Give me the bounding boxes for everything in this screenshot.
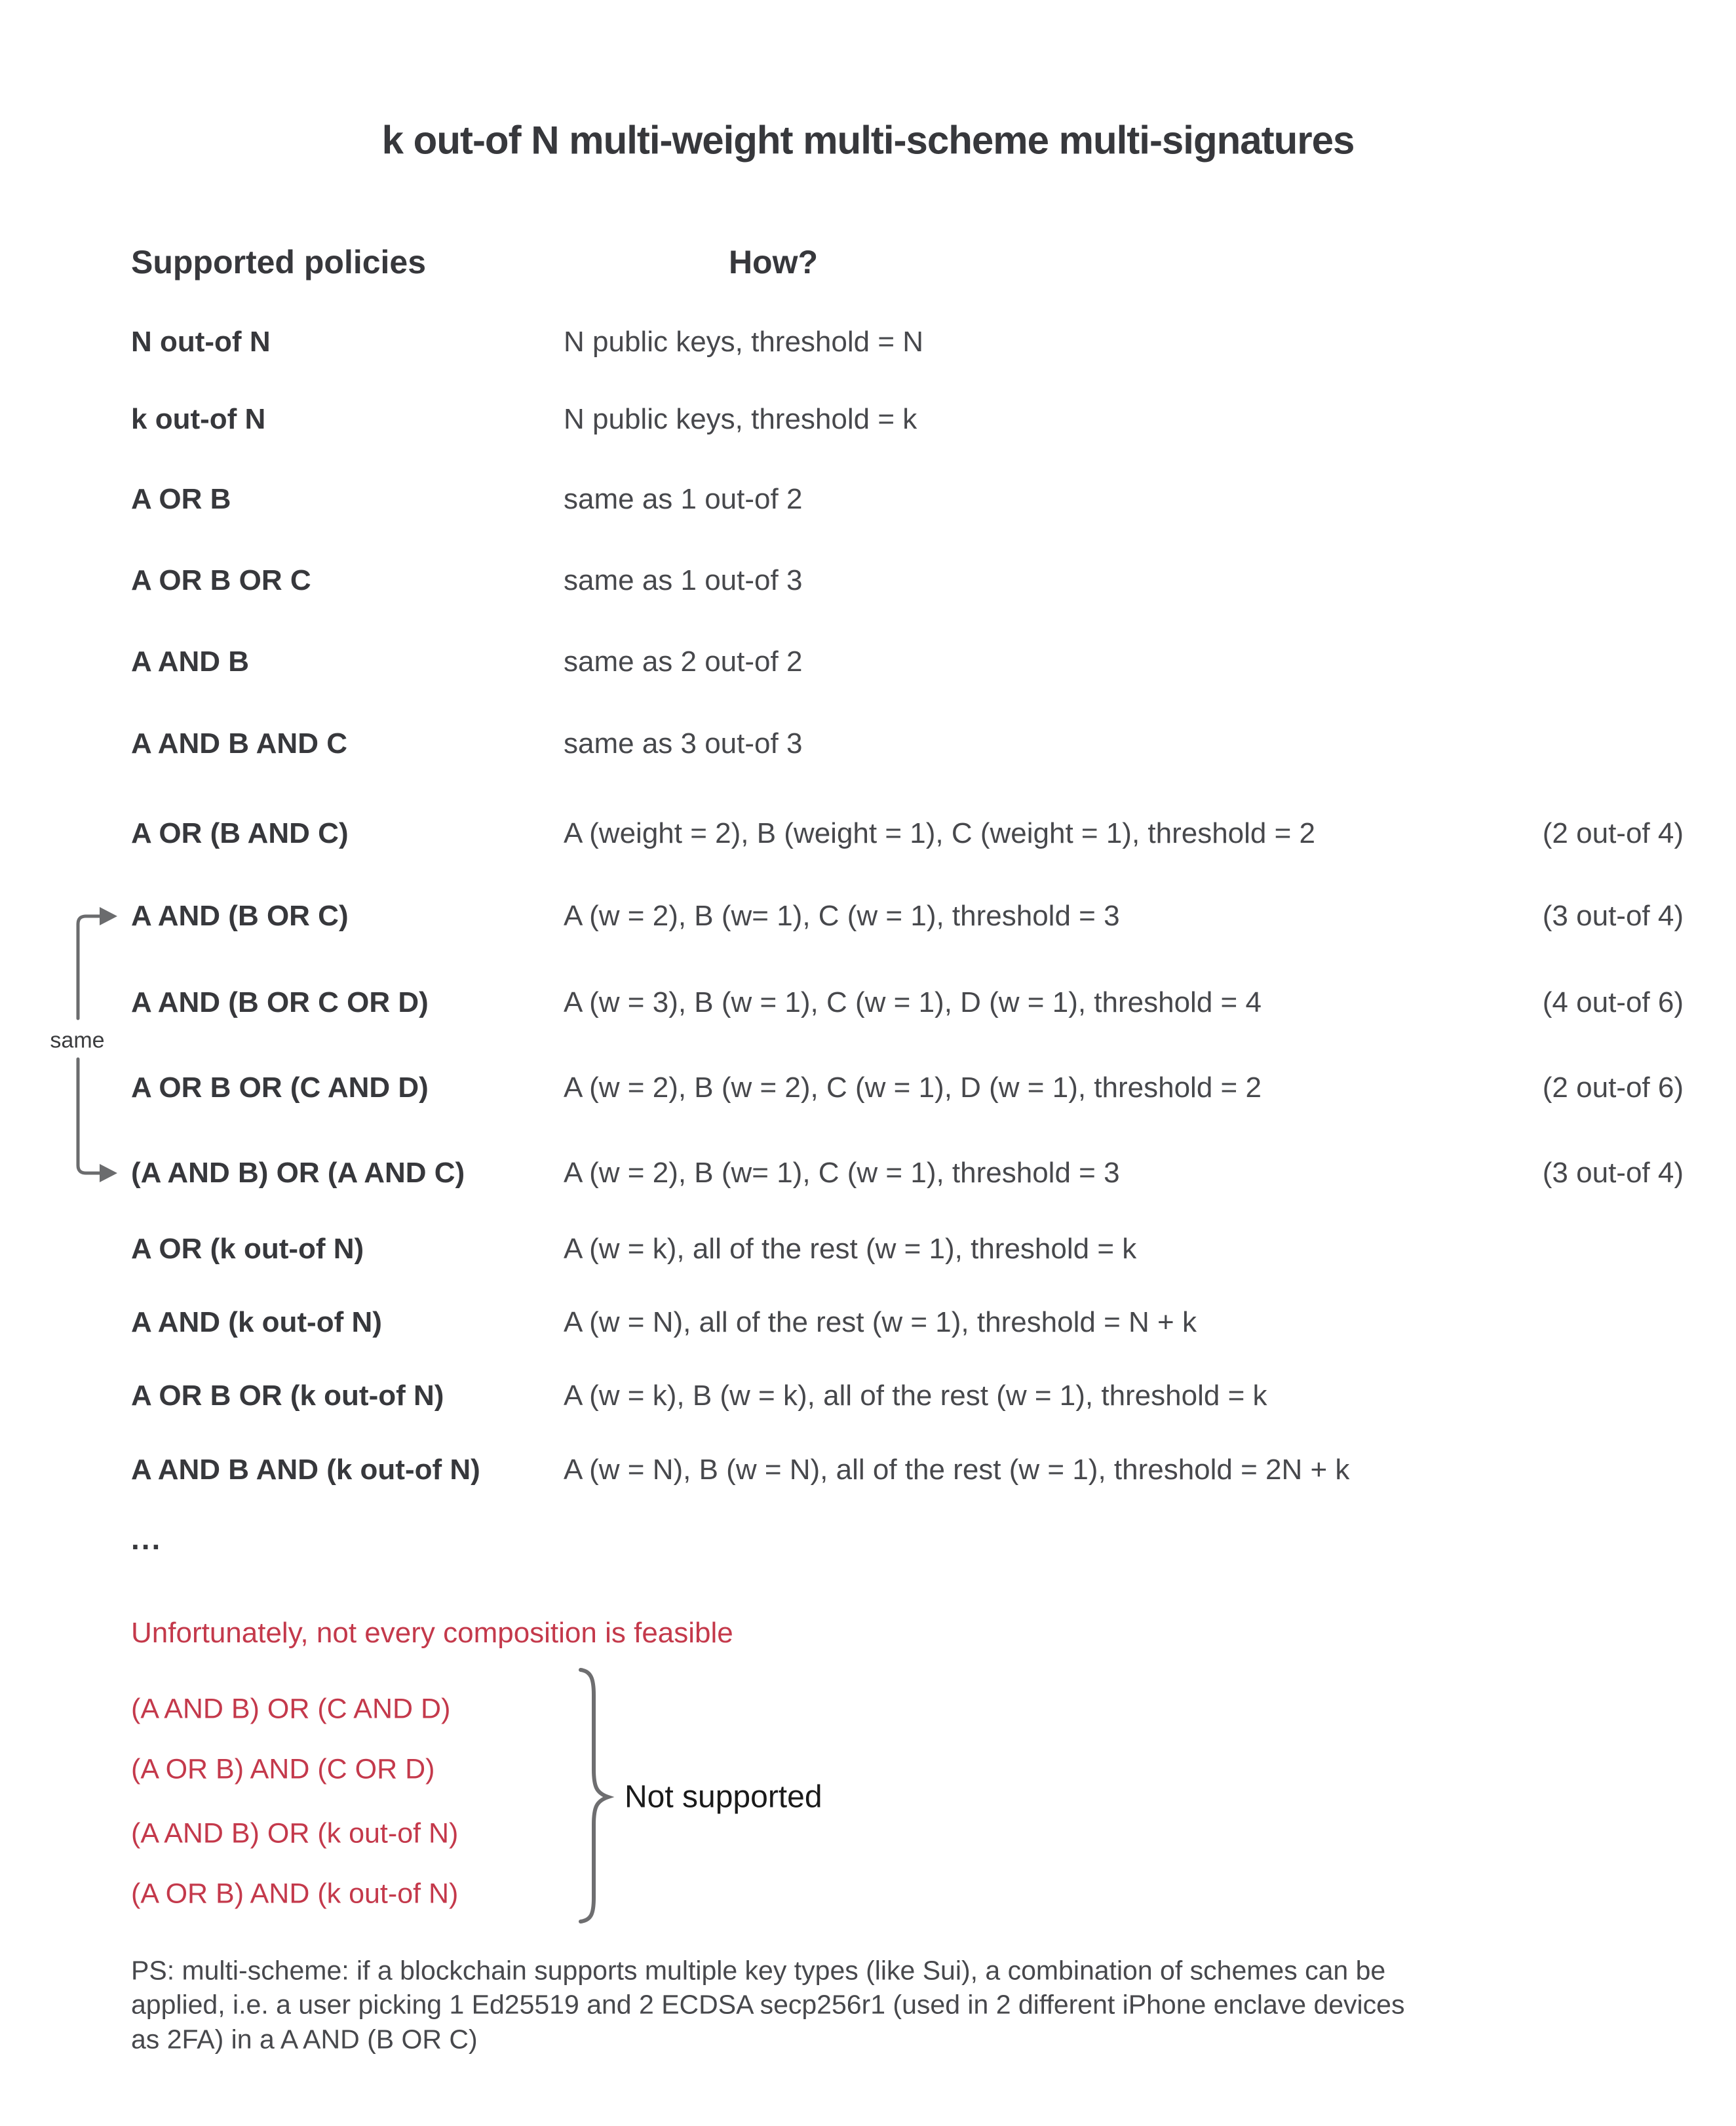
policy-how-text: same as 2 out-of 2 — [564, 646, 803, 678]
policy-label: A OR B OR (C AND D) — [131, 1072, 429, 1104]
ps-note-line: PS: multi-scheme: if a blockchain supports multiple key types (like Sui), a combination of schemes can be — [131, 1955, 1386, 1986]
policy-label: A OR (k out-of N) — [131, 1233, 364, 1265]
policy-how-text: A (w = N), all of the rest (w = 1), threshold = N + k — [564, 1306, 1197, 1338]
policy-outof-note: (3 out-of 4) — [1542, 1157, 1684, 1189]
policy-how-text: same as 1 out-of 2 — [564, 483, 803, 515]
policy-outof-note: (2 out-of 6) — [1542, 1072, 1684, 1104]
policy-label: A OR B — [131, 483, 231, 515]
column-header-how: How? — [728, 244, 819, 280]
infeasible-heading: Unfortunately, not every composition is feasible — [131, 1617, 733, 1649]
policy-how-text: A (w = 2), B (w= 1), C (w = 1), threshold = 3 — [564, 900, 1120, 932]
policy-label: A AND (B OR C OR D) — [131, 986, 429, 1018]
policy-label: A AND B AND (k out-of N) — [131, 1454, 480, 1486]
policy-outof-note: (3 out-of 4) — [1542, 900, 1684, 932]
policy-label: A OR (B AND C) — [131, 817, 349, 849]
ps-note-line: applied, i.e. a user picking 1 Ed25519 and 2 ECDSA secp256r1 (used in 2 different iPhone enclave devices — [131, 1989, 1405, 2020]
policy-outof-note: (4 out-of 6) — [1542, 986, 1684, 1018]
policy-label: A AND B — [131, 646, 250, 678]
page-title: k out-of N multi-weight multi-scheme multi-signatures — [381, 118, 1355, 163]
policy-how-text: same as 3 out-of 3 — [564, 727, 803, 760]
policy-how-text: A (w = 2), B (w = 2), C (w = 1), D (w = 1), threshold = 2 — [564, 1072, 1262, 1104]
policy-label: A OR B OR (k out-of N) — [131, 1380, 444, 1412]
same-label: same — [50, 1028, 105, 1053]
not-supported-policy: (A OR B) AND (k out-of N) — [131, 1878, 459, 1910]
policy-label: N out-of N — [131, 326, 271, 358]
policy-how-text: same as 1 out-of 3 — [564, 564, 803, 596]
policy-how-text: A (w = N), B (w = N), all of the rest (w = 1), threshold = 2N + k — [564, 1454, 1350, 1486]
policy-label: (A AND B) OR (A AND C) — [131, 1157, 465, 1189]
policy-how-text: A (w = k), all of the rest (w = 1), threshold = k — [564, 1233, 1137, 1265]
column-header-supported-policies: Supported policies — [131, 244, 427, 280]
policy-how-text: A (weight = 2), B (weight = 1), C (weight = 1), threshold = 2 — [564, 817, 1316, 849]
policy-label: k out-of N — [131, 403, 266, 435]
policy-outof-note: (2 out-of 4) — [1542, 817, 1684, 849]
policy-how-text: A (w = 2), B (w= 1), C (w = 1), threshold = 3 — [564, 1157, 1120, 1189]
not-supported-policy: (A AND B) OR (k out-of N) — [131, 1817, 459, 1849]
not-supported-policy: (A AND B) OR (C AND D) — [131, 1693, 451, 1725]
ps-note-line: as 2FA) in a A AND (B OR C) — [131, 2024, 478, 2055]
policy-label: A OR B OR C — [131, 564, 311, 596]
policy-label: A AND (k out-of N) — [131, 1306, 382, 1338]
policy-how-text: A (w = 3), B (w = 1), C (w = 1), D (w = 1), threshold = 4 — [564, 986, 1262, 1018]
policy-label: A AND B AND C — [131, 727, 347, 760]
ellipsis: ... — [131, 1522, 163, 1556]
policy-how-text: A (w = k), B (w = k), all of the rest (w = 1), threshold = k — [564, 1380, 1267, 1412]
not-supported-label: Not supported — [625, 1779, 822, 1815]
policy-how-text: N public keys, threshold = k — [564, 403, 917, 435]
not-supported-policy: (A OR B) AND (C OR D) — [131, 1753, 435, 1785]
policy-how-text: N public keys, threshold = N — [564, 326, 924, 358]
policy-label: A AND (B OR C) — [131, 900, 349, 932]
